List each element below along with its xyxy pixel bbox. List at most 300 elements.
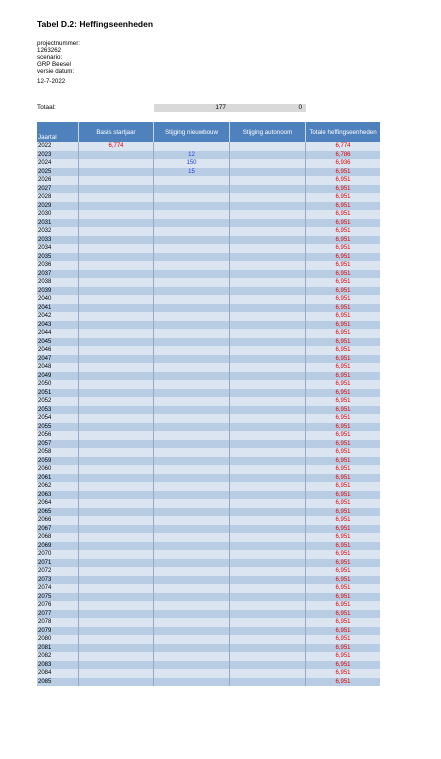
table-row	[37, 567, 380, 576]
cell-stijging-autonoom	[230, 236, 306, 245]
table-row	[37, 176, 380, 185]
cell-basis-startjaar	[79, 176, 154, 185]
cell-totale-heffingseenheden: 6,951	[335, 389, 351, 396]
cell-totale-heffingseenheden: 6,951	[335, 619, 351, 625]
cell-jaartal: 2081	[37, 644, 79, 653]
cell-stijging-autonoom	[230, 678, 306, 687]
table-row	[37, 474, 380, 483]
cell-stijging-autonoom	[230, 627, 306, 636]
cell-stijging-nieuwbouw	[154, 618, 230, 627]
cell-jaartal: 2082	[37, 652, 79, 661]
cell-totale-heffingseenheden: 6,951	[335, 576, 351, 583]
cell-basis-startjaar	[79, 618, 154, 627]
table-row	[37, 397, 380, 406]
cell-totale-heffingseenheden: 6,951	[335, 517, 351, 523]
cell-jaartal: 2039	[37, 287, 79, 296]
cell-stijging-nieuwbouw	[154, 542, 230, 551]
cell-basis-startjaar	[79, 363, 154, 372]
cell-stijging-nieuwbouw	[154, 202, 230, 211]
cell-basis-startjaar	[79, 151, 154, 160]
cell-totale-heffingseenheden: 6,951	[335, 500, 351, 506]
table-row	[37, 627, 380, 636]
cell-jaartal: 2077	[37, 610, 79, 619]
table-row	[37, 185, 380, 194]
cell-jaartal: 2045	[37, 338, 79, 347]
meta-scenario-label: scenario:	[37, 54, 63, 61]
cell-totale-heffingseenheden: 6,951	[335, 568, 351, 574]
cell-stijging-nieuwbouw	[154, 644, 230, 653]
cell-totale-heffingseenheden: 6,951	[335, 304, 351, 311]
cell-stijging-nieuwbouw	[154, 406, 230, 415]
cell-jaartal: 2050	[37, 380, 79, 389]
table-row	[37, 550, 380, 559]
table-row	[37, 593, 380, 602]
cell-stijging-autonoom	[230, 270, 306, 279]
cell-stijging-autonoom	[230, 474, 306, 483]
cell-jaartal: 2062	[37, 482, 79, 491]
cell-stijging-nieuwbouw	[154, 321, 230, 330]
cell-jaartal: 2074	[37, 584, 79, 593]
cell-stijging-autonoom	[230, 159, 306, 168]
header-totale-heffingseenheden: Totale heffingseenheden	[309, 128, 377, 136]
cell-stijging-nieuwbouw: 150	[154, 159, 230, 168]
cell-jaartal: 2060	[37, 465, 79, 474]
cell-stijging-nieuwbouw	[154, 525, 230, 534]
cell-basis-startjaar	[79, 542, 154, 551]
table-row	[37, 601, 380, 610]
cell-stijging-autonoom	[230, 210, 306, 219]
cell-jaartal: 2027	[37, 185, 79, 194]
cell-stijging-nieuwbouw	[154, 372, 230, 381]
table-row	[37, 457, 380, 466]
cell-stijging-nieuwbouw	[154, 363, 230, 372]
table-row	[37, 491, 380, 500]
cell-jaartal: 2036	[37, 261, 79, 270]
cell-jaartal: 2051	[37, 389, 79, 398]
cell-stijging-autonoom	[230, 584, 306, 593]
cell-totale-heffingseenheden: 6,951	[335, 415, 351, 421]
cell-basis-startjaar	[79, 508, 154, 517]
cell-totale-heffingseenheden: 6,951	[335, 508, 351, 515]
cell-jaartal: 2024	[37, 159, 79, 168]
table-row	[37, 270, 380, 279]
cell-totale-heffingseenheden: 6,951	[335, 678, 351, 685]
cell-totale-heffingseenheden: 6,951	[335, 296, 351, 302]
cell-totale-heffingseenheden: 6,951	[335, 636, 351, 642]
cell-stijging-nieuwbouw	[154, 652, 230, 661]
cell-stijging-autonoom	[230, 202, 306, 211]
cell-stijging-autonoom	[230, 406, 306, 415]
cell-stijging-autonoom	[230, 525, 306, 534]
table-row	[37, 610, 380, 619]
cell-stijging-nieuwbouw	[154, 210, 230, 219]
cell-jaartal: 2068	[37, 533, 79, 542]
cell-stijging-nieuwbouw	[154, 244, 230, 253]
cell-basis-startjaar	[79, 193, 154, 202]
cell-stijging-autonoom	[230, 304, 306, 313]
heffingseenheden-table	[37, 122, 380, 686]
cell-jaartal: 2085	[37, 678, 79, 687]
header-basis-startjaar: Basis startjaar	[79, 122, 154, 142]
cell-jaartal: 2075	[37, 593, 79, 602]
cell-totale-heffingseenheden: 6,951	[335, 177, 351, 183]
cell-stijging-nieuwbouw	[154, 576, 230, 585]
cell-basis-startjaar	[79, 516, 154, 525]
cell-basis-startjaar	[79, 295, 154, 304]
cell-stijging-nieuwbouw	[154, 516, 230, 525]
cell-jaartal: 2043	[37, 321, 79, 330]
header-stijging-autonoom: Stijging autonoom	[230, 122, 306, 142]
cell-stijging-nieuwbouw	[154, 355, 230, 364]
table-row	[37, 576, 380, 585]
cell-basis-startjaar	[79, 355, 154, 364]
cell-stijging-nieuwbouw	[154, 440, 230, 449]
cell-stijging-autonoom	[230, 516, 306, 525]
cell-stijging-nieuwbouw	[154, 678, 230, 687]
cell-totale-heffingseenheden: 6,936	[335, 160, 351, 166]
cell-stijging-autonoom	[230, 448, 306, 457]
cell-jaartal: 2065	[37, 508, 79, 517]
cell-jaartal: 2042	[37, 312, 79, 321]
cell-totale-heffingseenheden: 6,951	[335, 321, 351, 328]
cell-totale-heffingseenheden: 6,951	[335, 423, 351, 430]
cell-totale-heffingseenheden: 6,951	[335, 287, 351, 294]
table-row	[37, 389, 380, 398]
cell-stijging-nieuwbouw	[154, 610, 230, 619]
cell-jaartal: 2034	[37, 244, 79, 253]
cell-jaartal: 2078	[37, 618, 79, 627]
cell-stijging-nieuwbouw	[154, 176, 230, 185]
cell-jaartal: 2079	[37, 627, 79, 636]
cell-stijging-nieuwbouw	[154, 338, 230, 347]
cell-totale-heffingseenheden: 6,951	[335, 551, 351, 557]
cell-stijging-nieuwbouw	[154, 295, 230, 304]
cell-jaartal: 2029	[37, 202, 79, 211]
cell-basis-startjaar	[79, 219, 154, 228]
cell-stijging-nieuwbouw	[154, 380, 230, 389]
cell-stijging-nieuwbouw: 15	[154, 168, 230, 177]
cell-stijging-autonoom	[230, 457, 306, 466]
cell-stijging-autonoom	[230, 372, 306, 381]
cell-stijging-nieuwbouw	[154, 304, 230, 313]
cell-stijging-nieuwbouw	[154, 465, 230, 474]
cell-stijging-autonoom	[230, 253, 306, 262]
cell-stijging-nieuwbouw	[154, 219, 230, 228]
cell-stijging-autonoom	[230, 491, 306, 500]
cell-basis-startjaar	[79, 533, 154, 542]
cell-totale-heffingseenheden: 6,951	[335, 525, 351, 532]
table-row	[37, 168, 380, 177]
cell-basis-startjaar	[79, 227, 154, 236]
cell-basis-startjaar: 6,774	[79, 142, 154, 151]
cell-totale-heffingseenheden: 6,951	[335, 653, 351, 659]
cell-stijging-autonoom	[230, 193, 306, 202]
cell-stijging-autonoom	[230, 219, 306, 228]
cell-totale-heffingseenheden: 6,951	[335, 542, 351, 549]
cell-totale-heffingseenheden: 6,951	[335, 347, 351, 353]
cell-basis-startjaar	[79, 389, 154, 398]
cell-basis-startjaar	[79, 321, 154, 330]
cell-jaartal: 2033	[37, 236, 79, 245]
table-row	[37, 516, 380, 525]
cell-totale-heffingseenheden: 6,951	[335, 534, 351, 540]
cell-basis-startjaar	[79, 610, 154, 619]
cell-jaartal: 2035	[37, 253, 79, 262]
cell-basis-startjaar	[79, 593, 154, 602]
cell-basis-startjaar	[79, 244, 154, 253]
cell-stijging-nieuwbouw	[154, 482, 230, 491]
cell-jaartal: 2031	[37, 219, 79, 228]
cell-basis-startjaar	[79, 397, 154, 406]
cell-jaartal: 2028	[37, 193, 79, 202]
cell-totale-heffingseenheden: 6,786	[335, 151, 351, 158]
cell-jaartal: 2069	[37, 542, 79, 551]
cell-totale-heffingseenheden: 6,951	[335, 372, 351, 379]
cell-basis-startjaar	[79, 406, 154, 415]
table-row	[37, 338, 380, 347]
cell-jaartal: 2038	[37, 278, 79, 287]
cell-stijging-autonoom	[230, 423, 306, 432]
cell-jaartal: 2067	[37, 525, 79, 534]
cell-basis-startjaar	[79, 465, 154, 474]
cell-basis-startjaar	[79, 669, 154, 678]
table-row	[37, 261, 380, 270]
cell-stijging-autonoom	[230, 295, 306, 304]
table-row	[37, 244, 380, 253]
table-body	[37, 142, 380, 686]
cell-stijging-nieuwbouw	[154, 389, 230, 398]
cell-totale-heffingseenheden: 6,951	[335, 593, 351, 600]
cell-basis-startjaar	[79, 661, 154, 670]
table-row	[37, 635, 380, 644]
cell-totale-heffingseenheden: 6,951	[335, 270, 351, 277]
cell-stijging-autonoom	[230, 593, 306, 602]
cell-stijging-autonoom	[230, 610, 306, 619]
cell-basis-startjaar	[79, 448, 154, 457]
cell-basis-startjaar	[79, 270, 154, 279]
cell-jaartal: 2049	[37, 372, 79, 381]
cell-stijging-autonoom	[230, 542, 306, 551]
table-row	[37, 202, 380, 211]
totals-autonoom: 0	[230, 104, 306, 112]
cell-stijging-autonoom	[230, 176, 306, 185]
cell-jaartal: 2056	[37, 431, 79, 440]
cell-totale-heffingseenheden: 6,951	[335, 330, 351, 336]
cell-stijging-autonoom	[230, 559, 306, 568]
cell-totale-heffingseenheden: 6,951	[335, 219, 351, 226]
cell-totale-heffingseenheden: 6,951	[335, 661, 351, 668]
cell-stijging-autonoom	[230, 355, 306, 364]
cell-stijging-nieuwbouw	[154, 550, 230, 559]
cell-stijging-autonoom	[230, 363, 306, 372]
cell-jaartal: 2048	[37, 363, 79, 372]
totals-row	[37, 104, 380, 112]
meta-versie-datum-value: 12-7-2022	[37, 78, 66, 85]
cell-basis-startjaar	[79, 550, 154, 559]
table-row	[37, 482, 380, 491]
cell-stijging-nieuwbouw: 12	[154, 151, 230, 160]
table-row	[37, 321, 380, 330]
cell-stijging-nieuwbouw	[154, 142, 230, 151]
cell-stijging-autonoom	[230, 397, 306, 406]
table-row	[37, 227, 380, 236]
cell-stijging-nieuwbouw	[154, 261, 230, 270]
cell-stijging-autonoom	[230, 465, 306, 474]
cell-stijging-nieuwbouw	[154, 593, 230, 602]
cell-basis-startjaar	[79, 380, 154, 389]
cell-stijging-nieuwbouw	[154, 448, 230, 457]
table-row	[37, 151, 380, 160]
cell-stijging-autonoom	[230, 499, 306, 508]
cell-stijging-nieuwbouw	[154, 312, 230, 321]
cell-jaartal: 2054	[37, 414, 79, 423]
cell-stijging-nieuwbouw	[154, 499, 230, 508]
cell-stijging-autonoom	[230, 533, 306, 542]
cell-jaartal: 2059	[37, 457, 79, 466]
cell-stijging-autonoom	[230, 482, 306, 491]
cell-basis-startjaar	[79, 457, 154, 466]
table-row	[37, 304, 380, 313]
cell-totale-heffingseenheden: 6,951	[335, 262, 351, 268]
totals-label: Totaal:	[37, 104, 56, 111]
cell-totale-heffingseenheden: 6,951	[335, 194, 351, 200]
cell-totale-heffingseenheden: 6,951	[335, 185, 351, 192]
cell-basis-startjaar	[79, 236, 154, 245]
table-row	[37, 678, 380, 687]
cell-stijging-autonoom	[230, 508, 306, 517]
cell-stijging-autonoom	[230, 601, 306, 610]
cell-totale-heffingseenheden: 6,951	[335, 610, 351, 617]
cell-totale-heffingseenheden: 6,951	[335, 627, 351, 634]
table-row	[37, 253, 380, 262]
cell-basis-startjaar	[79, 261, 154, 270]
cell-basis-startjaar	[79, 329, 154, 338]
table-row	[37, 559, 380, 568]
table-row	[37, 355, 380, 364]
cell-stijging-autonoom	[230, 389, 306, 398]
table-row	[37, 414, 380, 423]
cell-jaartal: 2055	[37, 423, 79, 432]
cell-totale-heffingseenheden: 6,951	[335, 466, 351, 472]
table-row	[37, 287, 380, 296]
cell-basis-startjaar	[79, 312, 154, 321]
cell-stijging-nieuwbouw	[154, 253, 230, 262]
cell-totale-heffingseenheden: 6,951	[335, 211, 351, 217]
cell-stijging-nieuwbouw	[154, 227, 230, 236]
cell-stijging-nieuwbouw	[154, 397, 230, 406]
cell-jaartal: 2064	[37, 499, 79, 508]
cell-stijging-autonoom	[230, 652, 306, 661]
cell-jaartal: 2052	[37, 397, 79, 406]
cell-basis-startjaar	[79, 644, 154, 653]
cell-jaartal: 2044	[37, 329, 79, 338]
cell-jaartal: 2026	[37, 176, 79, 185]
table-row	[37, 193, 380, 202]
table-row	[37, 448, 380, 457]
cell-jaartal: 2041	[37, 304, 79, 313]
cell-totale-heffingseenheden: 6,951	[335, 449, 351, 455]
cell-basis-startjaar	[79, 627, 154, 636]
table-row	[37, 329, 380, 338]
cell-stijging-autonoom	[230, 618, 306, 627]
cell-basis-startjaar	[79, 346, 154, 355]
cell-totale-heffingseenheden: 6,951	[335, 432, 351, 438]
cell-jaartal: 2023	[37, 151, 79, 160]
cell-basis-startjaar	[79, 159, 154, 168]
cell-totale-heffingseenheden: 6,951	[335, 559, 351, 566]
cell-stijging-autonoom	[230, 669, 306, 678]
table-row	[37, 465, 380, 474]
cell-stijging-nieuwbouw	[154, 635, 230, 644]
cell-totale-heffingseenheden: 6,951	[335, 406, 351, 413]
cell-stijging-nieuwbouw	[154, 278, 230, 287]
cell-stijging-nieuwbouw	[154, 270, 230, 279]
cell-jaartal: 2072	[37, 567, 79, 576]
header-stijging-nieuwbouw: Stijging nieuwbouw	[154, 122, 230, 142]
cell-jaartal: 2047	[37, 355, 79, 364]
cell-stijging-autonoom	[230, 185, 306, 194]
table-row	[37, 644, 380, 653]
cell-stijging-nieuwbouw	[154, 329, 230, 338]
cell-basis-startjaar	[79, 576, 154, 585]
cell-stijging-nieuwbouw	[154, 287, 230, 296]
cell-stijging-nieuwbouw	[154, 661, 230, 670]
cell-stijging-autonoom	[230, 278, 306, 287]
cell-jaartal: 2040	[37, 295, 79, 304]
table-row	[37, 652, 380, 661]
table-row	[37, 431, 380, 440]
cell-stijging-nieuwbouw	[154, 627, 230, 636]
cell-totale-heffingseenheden: 6,951	[335, 457, 351, 464]
cell-jaartal: 2061	[37, 474, 79, 483]
cell-stijging-autonoom	[230, 338, 306, 347]
cell-stijging-autonoom	[230, 227, 306, 236]
cell-stijging-autonoom	[230, 414, 306, 423]
cell-stijging-autonoom	[230, 168, 306, 177]
cell-stijging-autonoom	[230, 151, 306, 160]
table-row	[37, 346, 380, 355]
meta-projectnummer-value: 1263262	[37, 47, 62, 54]
table-row	[37, 219, 380, 228]
header-jaartal: Jaartal	[37, 122, 79, 142]
cell-stijging-nieuwbouw	[154, 457, 230, 466]
cell-basis-startjaar	[79, 559, 154, 568]
cell-basis-startjaar	[79, 635, 154, 644]
cell-stijging-nieuwbouw	[154, 346, 230, 355]
cell-totale-heffingseenheden: 6,951	[335, 338, 351, 345]
cell-stijging-nieuwbouw	[154, 193, 230, 202]
cell-totale-heffingseenheden: 6,951	[335, 474, 351, 481]
table-row	[37, 499, 380, 508]
table-row	[37, 423, 380, 432]
cell-totale-heffingseenheden: 6,951	[335, 236, 351, 243]
cell-stijging-nieuwbouw	[154, 474, 230, 483]
cell-stijging-nieuwbouw	[154, 584, 230, 593]
cell-basis-startjaar	[79, 652, 154, 661]
meta-versie-datum-label: versie datum:	[37, 68, 75, 75]
table-row	[37, 278, 380, 287]
cell-stijging-autonoom	[230, 567, 306, 576]
cell-stijging-nieuwbouw	[154, 185, 230, 194]
cell-stijging-nieuwbouw	[154, 533, 230, 542]
cell-stijging-nieuwbouw	[154, 559, 230, 568]
cell-jaartal: 2058	[37, 448, 79, 457]
cell-totale-heffingseenheden: 6,951	[335, 381, 351, 387]
cell-stijging-nieuwbouw	[154, 423, 230, 432]
table-row	[37, 295, 380, 304]
cell-totale-heffingseenheden: 6,951	[335, 228, 351, 234]
cell-basis-startjaar	[79, 202, 154, 211]
